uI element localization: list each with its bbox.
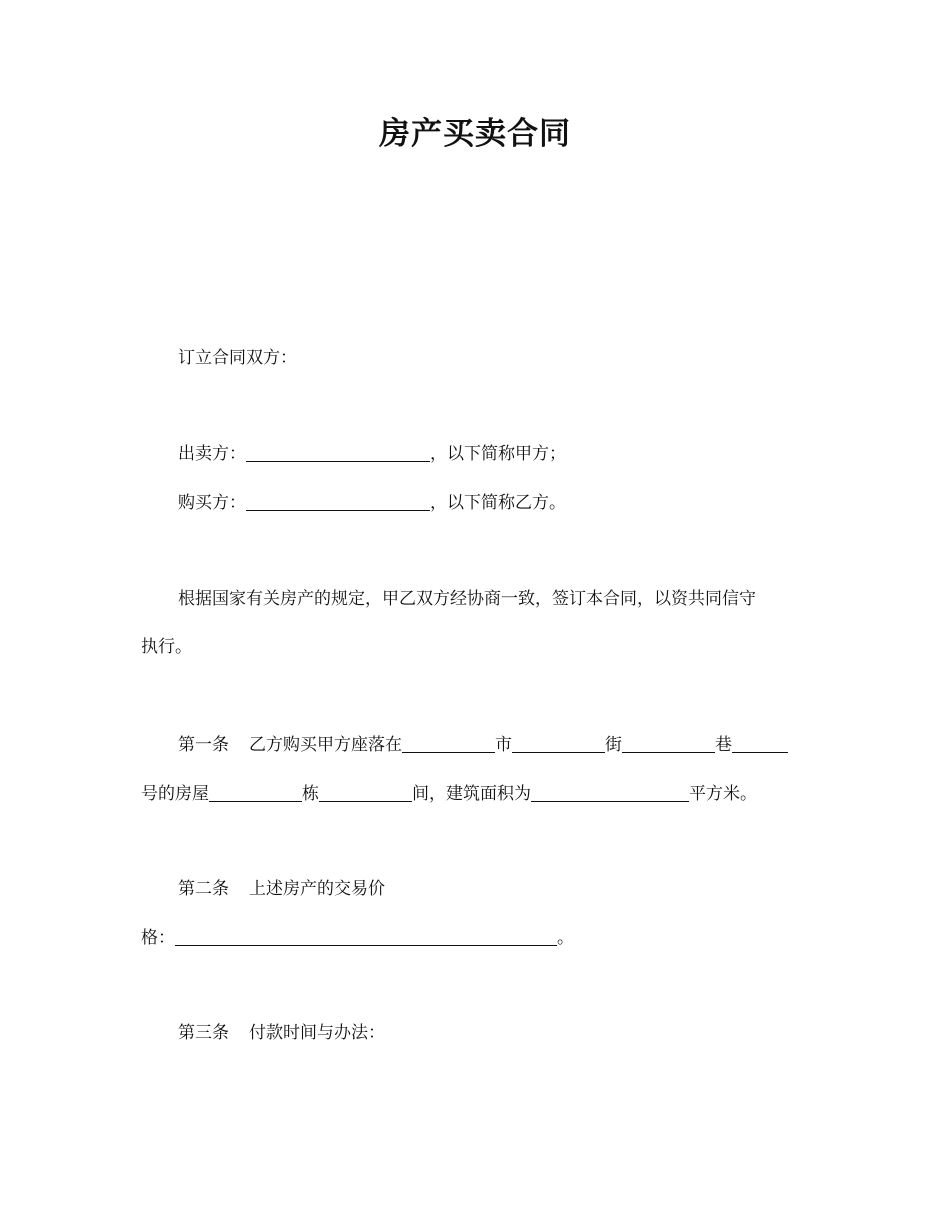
article1-text: 乙方购买甲方座落在 xyxy=(249,735,402,755)
preamble-line-1: 根据国家有关房产的规定，甲乙双方经协商一致，签订本合同，以资共同信守 xyxy=(178,589,756,609)
city-blank[interactable] xyxy=(402,734,495,753)
area-unit: 平方米。 xyxy=(689,784,757,804)
article1-heading: 第一条 xyxy=(178,735,229,755)
price-end: 。 xyxy=(557,928,574,948)
article1-line-1 xyxy=(178,733,858,757)
parties-intro: 订立合同双方： xyxy=(178,348,297,368)
lane-unit: 巷 xyxy=(715,735,732,755)
buyer-label: 购买方： xyxy=(178,493,246,513)
price-blank[interactable] xyxy=(175,927,557,946)
document-title: 房产买卖合同 xyxy=(379,116,571,152)
buyer-line xyxy=(178,491,858,515)
seller-line xyxy=(178,442,858,466)
preamble-line-2: 执行。 xyxy=(141,637,192,657)
seller-suffix: ，以下简称甲方； xyxy=(430,444,566,464)
article2-line-2 xyxy=(141,926,821,950)
room-unit: 间，建筑面积为 xyxy=(412,784,531,804)
lane-blank[interactable] xyxy=(622,734,715,753)
article1-line-2 xyxy=(141,782,821,806)
article3-line xyxy=(178,1021,858,1045)
article3-text: 付款时间与办法： xyxy=(249,1023,385,1043)
article2-line-1 xyxy=(178,877,858,901)
article3-heading: 第三条 xyxy=(178,1023,229,1043)
article2-text: 上述房产的交易价 xyxy=(249,879,385,899)
house-number-unit: 号的房屋 xyxy=(141,784,209,804)
city-unit: 市 xyxy=(495,735,512,755)
price-label: 格： xyxy=(141,928,175,948)
seller-name-blank[interactable] xyxy=(246,443,430,462)
area-blank[interactable] xyxy=(531,783,689,802)
buyer-name-blank[interactable] xyxy=(246,492,430,511)
street-blank[interactable] xyxy=(512,734,605,753)
room-blank[interactable] xyxy=(319,783,412,802)
building-unit: 栋 xyxy=(302,784,319,804)
article2-heading: 第二条 xyxy=(178,879,229,899)
building-blank[interactable] xyxy=(209,783,302,802)
buyer-suffix: ，以下简称乙方。 xyxy=(430,493,566,513)
seller-label: 出卖方： xyxy=(178,444,246,464)
house-number-blank[interactable] xyxy=(732,734,788,753)
street-unit: 街 xyxy=(605,735,622,755)
